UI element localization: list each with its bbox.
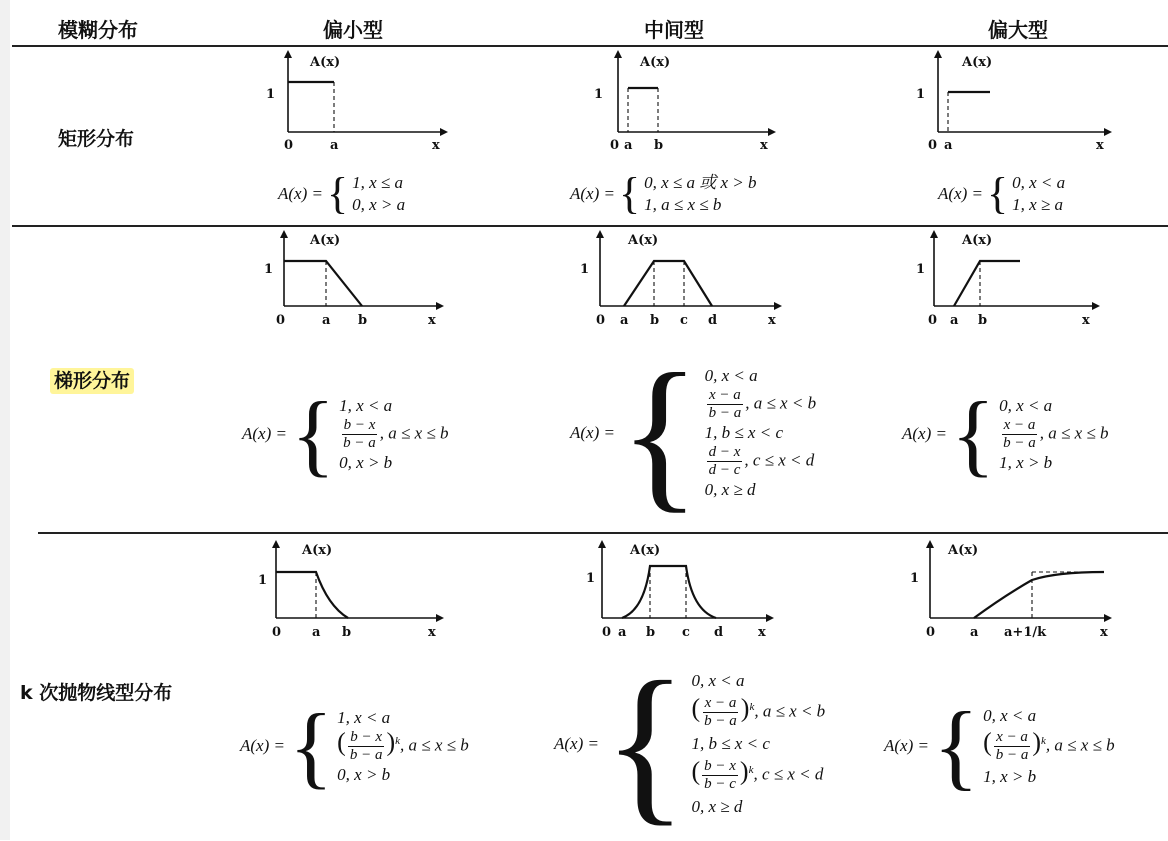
label-one: 1 (586, 571, 596, 586)
graph-kpar-large (906, 536, 1126, 646)
formula-trap-small: A(x) = { 1, x < a $\frac{b - x}{b - a}$ , a ≤ x ≤ b 0, x > b (242, 383, 449, 485)
x-arrow-icon (1092, 302, 1100, 310)
label-x: x (768, 313, 776, 328)
label-one: 1 (580, 262, 590, 277)
label-zero: 0 (928, 138, 938, 153)
label-b: b (342, 625, 352, 640)
formula-kpar-small: A(x) = { 1, x < a ( $\frac{b - x}{b - a}$ )$^k$, a ≤ x ≤ b 0, x > b (240, 695, 469, 797)
left-edge-strip (0, 0, 10, 840)
row-label-rectangular: 矩形分布 (58, 128, 135, 150)
label-c: c (680, 313, 688, 328)
label-zero: 0 (928, 313, 938, 328)
label-zero: 0 (602, 625, 612, 640)
formula-rect-middle: A(x) = { 0, x ≤ a 或 x > b 1, a ≤ x ≤ b (570, 169, 757, 218)
x-arrow-icon (774, 302, 782, 310)
graph-kpar-small (252, 536, 462, 646)
membership-curve (284, 261, 362, 306)
label-one: 1 (266, 87, 276, 102)
header-rule (12, 45, 1168, 47)
label-ax: A(x) (310, 233, 341, 248)
label-x: x (432, 138, 440, 153)
row-label-trapezoidal: 梯形分布 (50, 366, 134, 393)
formula-kpar-middle: A(x) = { 0, x < a ( $\frac{x - a}{b - a}$ )$^k$, a ≤ x < b 1, b ≤ x < c ( $\frac{b - x}{b - c}$ )$^k$, c ≤ x < d 0, x ≥ d (554, 646, 826, 841)
y-arrow-icon (280, 230, 288, 238)
x-arrow-icon (436, 302, 444, 310)
y-arrow-icon (930, 230, 938, 238)
label-ax: A(x) (640, 55, 671, 70)
membership-curve (954, 261, 1020, 306)
header-middle-type: 中间型 (644, 18, 704, 42)
label-one: 1 (594, 87, 604, 102)
membership-curve (622, 566, 716, 618)
formula-trap-middle: A(x) = { 0, x < a $\frac{x - a}{b - a}$ , a ≤ x < b 1, b ≤ x < c $\frac{d - x}{d - c}$ , c ≤ x < d 0, x ≥ d (570, 339, 817, 527)
graph-trap-large (908, 228, 1118, 338)
y-arrow-icon (272, 540, 280, 548)
graph-trap-small (258, 228, 458, 338)
label-a: a (944, 138, 953, 153)
label-zero: 0 (284, 138, 294, 153)
label-b: b (646, 625, 656, 640)
label-one: 1 (258, 573, 268, 588)
row-rule-2 (38, 532, 1168, 534)
label-x: x (1082, 313, 1090, 328)
membership-curve (974, 572, 1104, 618)
label-x: x (1096, 138, 1104, 153)
label-x: x (1100, 625, 1108, 640)
label-a: a (312, 625, 321, 640)
formula-kpar-large: A(x) = { 0, x < a ( $\frac{x - a}{b - a}$ )$^k$, a ≤ x ≤ b 1, x > b (884, 692, 1115, 799)
row-label-k-parabolic: k 次抛物线型分布 (20, 682, 173, 704)
x-arrow-icon (768, 128, 776, 136)
label-a: a (330, 138, 339, 153)
label-ax: A(x) (628, 233, 659, 248)
label-a: a (624, 138, 633, 153)
label-d: d (708, 313, 718, 328)
label-b: b (654, 138, 664, 153)
label-ax: A(x) (962, 233, 993, 248)
formula-rect-large: A(x) = { 0, x < a 1, x ≥ a (938, 169, 1066, 218)
header-large-type: 偏大型 (988, 18, 1048, 42)
x-arrow-icon (1104, 614, 1112, 622)
label-zero: 0 (272, 625, 282, 640)
label-zero: 0 (596, 313, 606, 328)
label-zero: 0 (276, 313, 286, 328)
label-a-plus-1-over-k: a+1/k (1004, 625, 1047, 640)
graph-rect-small (260, 50, 460, 160)
graph-rect-middle (590, 50, 790, 160)
header-fuzzy-distribution: 模糊分布 (58, 18, 138, 42)
y-arrow-icon (598, 540, 606, 548)
label-a: a (620, 313, 629, 328)
label-one: 1 (264, 262, 274, 277)
y-arrow-icon (614, 50, 622, 58)
y-arrow-icon (284, 50, 292, 58)
y-arrow-icon (596, 230, 604, 238)
formula-rect-small: A(x) = { 1, x ≤ a 0, x > a (278, 169, 406, 218)
label-x: x (428, 313, 436, 328)
graph-rect-large (910, 50, 1120, 160)
label-a: a (618, 625, 627, 640)
y-arrow-icon (926, 540, 934, 548)
label-one: 1 (916, 87, 926, 102)
label-one: 1 (916, 262, 926, 277)
x-arrow-icon (766, 614, 774, 622)
label-b: b (358, 313, 368, 328)
label-ax: A(x) (302, 543, 333, 558)
label-c: c (682, 625, 690, 640)
y-arrow-icon (934, 50, 942, 58)
header-small-type: 偏小型 (323, 18, 383, 42)
label-ax: A(x) (310, 55, 341, 70)
label-a: a (322, 313, 331, 328)
label-d: d (714, 625, 724, 640)
row-rule-1 (12, 225, 1168, 227)
label-a: a (970, 625, 979, 640)
membership-curve (624, 261, 712, 306)
x-arrow-icon (440, 128, 448, 136)
membership-curve (276, 572, 348, 618)
label-ax: A(x) (630, 543, 661, 558)
label-b: b (650, 313, 660, 328)
label-x: x (760, 138, 768, 153)
label-ax: A(x) (962, 55, 993, 70)
label-zero: 0 (926, 625, 936, 640)
label-b: b (978, 313, 988, 328)
label-a: a (950, 313, 959, 328)
label-one: 1 (910, 571, 920, 586)
label-x: x (758, 625, 766, 640)
label-ax: A(x) (948, 543, 979, 558)
formula-trap-large: A(x) = { 0, x < a $\frac{x - a}{b - a}$ , a ≤ x ≤ b 1, x > b (902, 383, 1109, 485)
label-zero: 0 (610, 138, 620, 153)
x-arrow-icon (436, 614, 444, 622)
graph-kpar-middle (582, 536, 792, 646)
label-x: x (428, 625, 436, 640)
x-arrow-icon (1104, 128, 1112, 136)
graph-trap-middle (574, 228, 794, 338)
